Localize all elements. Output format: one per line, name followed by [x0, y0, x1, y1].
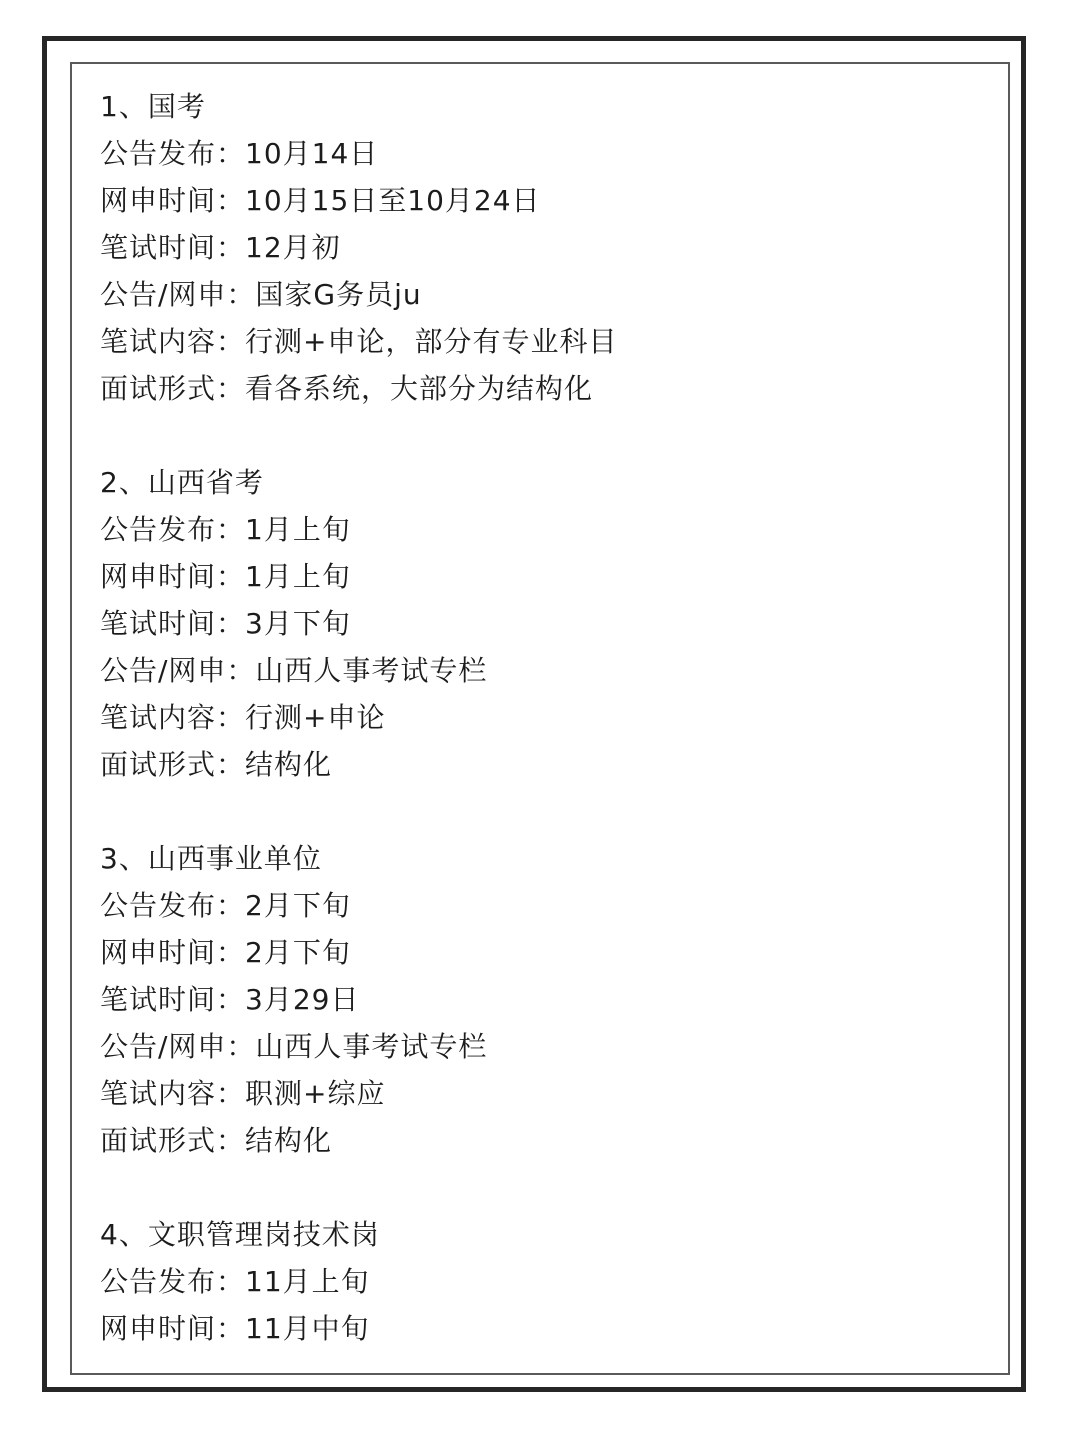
info-line: 笔试时间：12月初: [100, 231, 341, 264]
info-line: 公告发布：1月上旬: [100, 513, 351, 546]
info-line: 笔试时间：3月下旬: [100, 607, 351, 640]
info-line: 面试形式：结构化: [100, 748, 333, 781]
info-line: 公告/网申：山西人事考试专栏: [100, 1030, 488, 1063]
section-title: 4、文职管理岗技术岗: [100, 1218, 380, 1251]
exam-schedule-document: [100, 83, 980, 1352]
info-line: 公告发布：11月上旬: [100, 1265, 370, 1298]
section-shanxi-provincial-exam: [100, 459, 980, 788]
info-line: 公告/网申：国家G务员ju: [100, 278, 422, 311]
info-line: 公告发布：2月下旬: [100, 889, 351, 922]
section-civilian-staff: [100, 1211, 980, 1352]
section-title: 2、山西省考: [100, 466, 264, 499]
section-title: 3、山西事业单位: [100, 842, 322, 875]
info-line: 笔试时间：3月29日: [100, 983, 360, 1016]
info-line: 面试形式：看各系统，大部分为结构化: [100, 372, 594, 405]
info-line: 笔试内容：职测+综应: [100, 1077, 386, 1110]
section-national-exam: [100, 83, 980, 412]
info-line: 网申时间：1月上旬: [100, 560, 351, 593]
section-title: 1、国考: [100, 90, 206, 123]
info-line: 网申时间：2月下旬: [100, 936, 351, 969]
info-line: 网申时间：10月15日至10月24日: [100, 184, 541, 217]
info-line: 笔试内容：行测+申论，部分有专业科目: [100, 325, 618, 358]
info-line: 公告发布：10月14日: [100, 137, 379, 170]
info-line: 笔试内容：行测+申论: [100, 701, 386, 734]
info-line: 网申时间：11月中旬: [100, 1312, 370, 1345]
section-shanxi-public-institution: [100, 835, 980, 1164]
info-line: 面试形式：结构化: [100, 1124, 333, 1157]
info-line: 公告/网申：山西人事考试专栏: [100, 654, 488, 687]
